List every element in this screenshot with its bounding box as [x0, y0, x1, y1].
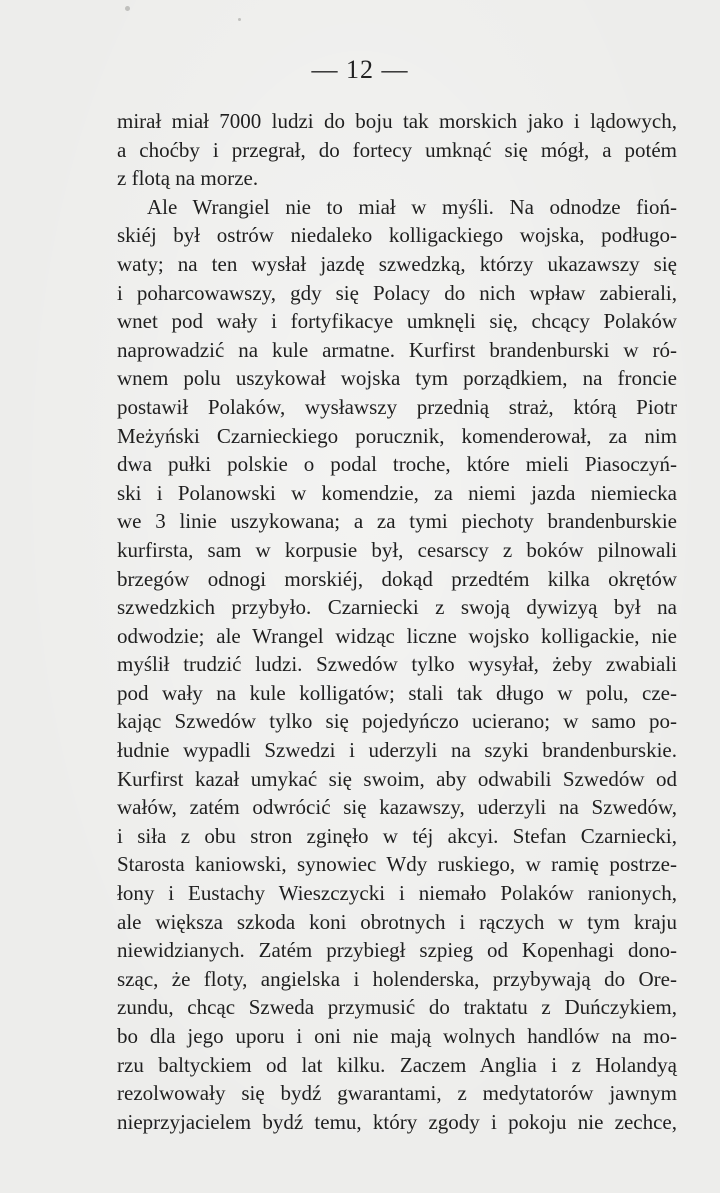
text-line: z flotą na morze. [117, 166, 259, 191]
text-line: i poharcowawszy, gdy się Polacy do nich wpław zabierali, [117, 280, 677, 305]
text-line: kurfirsta, sam w korpusie był, cesarscy z boków pilnowali [117, 537, 677, 562]
text-line: a choćby i przegrał, do fortecy umknąć się mógł, a potém [117, 137, 677, 162]
paper-speck [125, 6, 130, 11]
text-line: łony i Eustachy Wieszczycki i niemało Polaków ranionych, [117, 881, 677, 906]
text-line: łudnie wypadli Szwedzi i uderzyli na szyki brandenburskie. [117, 738, 677, 763]
text-line: kając Szwedów tylko się pojedyńczo ucierano; w samo po- [117, 709, 677, 734]
text-line: szwedzkich przybyło. Czarniecki z swoją dywizyą był na [117, 595, 677, 620]
text-line: Starosta kaniowski, synowiec Wdy ruskiego, w ramię postrze- [117, 852, 677, 877]
text-line: i siła z obu stron zginęło w téj akcyi. Stefan Czarniecki, [117, 823, 677, 848]
text-line: zundu, chcąc Szweda przymusić do traktatu z Duńczykiem, [117, 995, 677, 1020]
text-line: pod wały na kule kolligatów; stali tak długo w polu, cze- [117, 680, 677, 705]
text-line: Kurfirst kazał umykać się swoim, aby odwabili Szwedów od [117, 766, 677, 791]
text-line: postawił Polaków, wysławszy przednią straż, którą Piotr [117, 394, 677, 419]
text-line: rezolwowały się bydź gwarantami, z medytatorów jawnym [117, 1081, 677, 1106]
text-line: ale większa szkoda koni obrotnych i rączych w tym kraju [117, 909, 677, 934]
text-line: we 3 linie uszykowana; a za tymi piechoty brandenburskie [117, 509, 677, 534]
text-line: ski i Polanowski w komendzie, za niemi jazda niemiecka [117, 480, 677, 505]
paper-speck [238, 18, 241, 21]
text-line: wałów, zatém odwrócić się kazawszy, uderzyli na Szwedów, [117, 795, 677, 820]
text-line: naprowadzić na kule armatne. Kurfirst brandenburski w ró- [117, 337, 677, 362]
body-text [117, 107, 677, 1136]
text-line: rzu baltyckiem od lat kilku. Zaczem Anglia i z Holandyą [117, 1052, 677, 1077]
text-line: wnet pod wały i fortyfikacye umknęli się, chcący Polaków [117, 309, 677, 334]
text-line: dwa pułki polskie o podal troche, które mieli Piasoczyń- [117, 452, 677, 477]
text-line: waty; na ten wysłał jazdę szwedzką, którzy ukazawszy się [117, 251, 677, 276]
text-line: Meżyński Czarnieckiego porucznik, komenderował, za nim [117, 423, 677, 448]
text-line: Ale Wrangiel nie to miał w myśli. Na odnodze fioń- [147, 194, 677, 219]
text-line: brzegów odnogi morskiéj, dokąd przedtém kilka okrętów [117, 566, 677, 591]
text-line: niewidzianych. Zatém przybiegł szpieg od Kopenhagi dono- [117, 938, 677, 963]
text-line: wnem polu uszykował wojska tym porządkiem, na froncie [117, 366, 677, 391]
text-line: sząc, że floty, angielska i holenderska, przybywają do Ore- [117, 966, 677, 991]
text-line: nieprzyjacielem bydź temu, który zgody i pokoju nie zechce, [117, 1109, 677, 1134]
text-line: odwodzie; ale Wrangel widząc liczne wojsko kolligackie, nie [117, 623, 677, 648]
page-number: — 12 — [311, 55, 409, 84]
text-line: mirał miał 7000 ludzi do boju tak morskich jako i lądowych, [117, 109, 677, 133]
text-line: bo dla jego uporu i oni nie mają wolnych handlów na mo- [117, 1024, 677, 1048]
text-line: skiéj był ostrów niedaleko kolligackiego wojska, podługo- [117, 223, 677, 248]
text-line: myślił trudzić ludzi. Szwedów tylko wysyłał, żeby zwabiali [117, 652, 677, 677]
